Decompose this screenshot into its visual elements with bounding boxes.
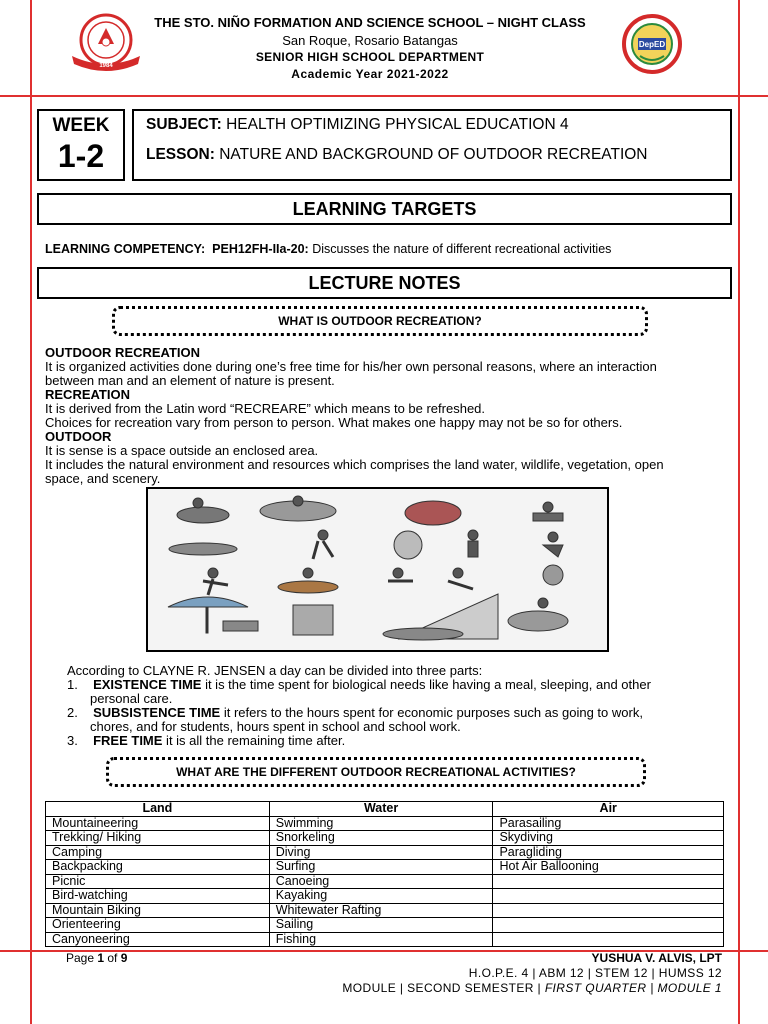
learning-targets-title: LEARNING TARGETS xyxy=(37,193,732,225)
subject-line xyxy=(146,116,569,134)
table-row xyxy=(46,831,724,846)
competency-text: Discusses the nature of different recreational activities xyxy=(312,242,612,256)
deped-seal-icon xyxy=(616,14,688,74)
table-cell: Trekking/ Hiking xyxy=(46,831,270,846)
week-number: 1-2 xyxy=(57,138,105,174)
school-address: San Roque, Rosario Batangas xyxy=(282,33,458,48)
note-line: It includes the natural environment and resources which comprises the land water, wildlife, vegetation, open xyxy=(45,457,664,472)
table-cell: Paragliding xyxy=(493,845,724,860)
table-cell xyxy=(493,918,724,933)
table-cell: Mountain Biking xyxy=(46,903,270,918)
lesson-line xyxy=(146,146,648,164)
table-cell: Bird-watching xyxy=(46,889,270,904)
module-line-b: FIRST QUARTER | MODULE 1 xyxy=(544,981,722,995)
table-cell xyxy=(493,889,724,904)
lecture-notes-title: LECTURE NOTES xyxy=(37,267,732,299)
table-cell: Mountaineering xyxy=(46,816,270,831)
lesson-value: NATURE AND BACKGROUND OF OUTDOOR RECREATION xyxy=(219,146,648,163)
week-label: WEEK xyxy=(52,115,110,136)
column-header-air: Air xyxy=(493,802,724,817)
note-line: It is derived from the Latin word “RECREARE” which means to be refreshed. xyxy=(45,401,486,416)
item-continuation: chores, and for students, hours spent in school and school work. xyxy=(90,719,461,734)
table-row xyxy=(46,874,724,889)
table-cell: Whitewater Rafting xyxy=(269,903,493,918)
table-cell xyxy=(493,932,724,947)
time-item-free xyxy=(67,734,345,748)
table-cell: Hot Air Ballooning xyxy=(493,860,724,875)
table-cell xyxy=(493,874,724,889)
subject-lesson-box xyxy=(132,109,732,181)
note-line: space, and scenery. xyxy=(45,471,161,486)
subject-label: SUBJECT: xyxy=(146,116,222,133)
lesson-label: LESSON: xyxy=(146,146,215,163)
table-cell: Sailing xyxy=(269,918,493,933)
time-intro: According to CLAYNE R. JENSEN a day can be divided into three parts: xyxy=(67,663,483,678)
page-border-top xyxy=(0,95,768,97)
deped-text: DepED xyxy=(638,40,666,49)
table-cell: Kayaking xyxy=(269,889,493,904)
module-line-a: MODULE | SECOND SEMESTER | xyxy=(342,981,545,995)
time-item-subsistence xyxy=(67,706,643,720)
table-cell: Canoeing xyxy=(269,874,493,889)
competency-label: LEARNING COMPETENCY: xyxy=(45,242,206,256)
logo-year-text: 1984 xyxy=(99,63,113,69)
item-number: 2. xyxy=(67,705,78,720)
page-of: of xyxy=(104,951,121,965)
week-box xyxy=(37,109,125,181)
subject-value: HEALTH OPTIMIZING PHYSICAL EDUCATION 4 xyxy=(226,116,569,133)
course-line: H.O.P.E. 4 | ABM 12 | STEM 12 | HUMSS 12 xyxy=(468,966,722,980)
page-border-right xyxy=(738,0,740,1024)
competency-code: PEH12FH-IIa-20: xyxy=(212,242,309,256)
time-item-existence xyxy=(67,678,651,692)
item-term: FREE TIME xyxy=(93,733,163,748)
column-header-land: Land xyxy=(46,802,270,817)
table-cell: Picnic xyxy=(46,874,270,889)
item-text: it is all the remaining time after. xyxy=(162,733,346,748)
table-row xyxy=(46,889,724,904)
heading-outdoor: OUTDOOR xyxy=(45,429,112,444)
table-cell: Swimming xyxy=(269,816,493,831)
table-cell: Parasailing xyxy=(493,816,724,831)
department: SENIOR HIGH SCHOOL DEPARTMENT xyxy=(255,50,485,64)
item-text: it is the time spent for biological needs like having a meal, sleeping, and other xyxy=(201,677,651,692)
author-name: YUSHUA V. ALVIS, LPT xyxy=(591,951,722,965)
table-row xyxy=(46,932,724,947)
column-header-water: Water xyxy=(269,802,493,817)
module-line xyxy=(342,981,722,995)
table-cell: Backpacking xyxy=(46,860,270,875)
table-cell: Snorkeling xyxy=(269,831,493,846)
question-outdoor-recreation: WHAT IS OUTDOOR RECREATION? xyxy=(112,306,648,336)
table-cell: Skydiving xyxy=(493,831,724,846)
table-cell: Surfing xyxy=(269,860,493,875)
heading-outdoor-recreation: OUTDOOR RECREATION xyxy=(45,345,201,360)
table-cell: Fishing xyxy=(269,932,493,947)
note-line: It is sense is a space outside an enclosed area. xyxy=(45,443,319,458)
item-continuation: personal care. xyxy=(90,691,173,706)
table-cell: Canyoneering xyxy=(46,932,270,947)
item-term: EXISTENCE TIME xyxy=(93,677,202,692)
page-prefix: Page xyxy=(66,951,98,965)
item-term: SUBSISTENCE TIME xyxy=(93,705,221,720)
note-line: between man and an element of nature is present. xyxy=(45,373,335,388)
table-row xyxy=(46,918,724,933)
note-line: Choices for recreation vary from person to person. What makes one happy may not be so for others. xyxy=(45,415,623,430)
table-row xyxy=(46,816,724,831)
table-cell: Diving xyxy=(269,845,493,860)
item-number: 3. xyxy=(67,733,78,748)
activities-table xyxy=(45,801,724,947)
page-number xyxy=(66,951,127,965)
page-border-left xyxy=(30,0,32,1024)
page-total: 9 xyxy=(120,951,128,965)
outdoor-activities-image xyxy=(146,487,609,652)
learning-competency xyxy=(45,242,611,256)
table-header-row xyxy=(46,802,724,817)
school-name: THE STO. NIÑO FORMATION AND SCIENCE SCHOOL – NIGHT CLASS xyxy=(154,15,586,30)
table-row xyxy=(46,860,724,875)
table-cell xyxy=(493,903,724,918)
table-row xyxy=(46,903,724,918)
activities-collage-icon xyxy=(148,489,607,650)
heading-recreation: RECREATION xyxy=(45,387,130,402)
item-number: 1. xyxy=(67,677,78,692)
item-text: it refers to the hours spent for economic purposes such as going to work, xyxy=(220,705,643,720)
question-activities: WHAT ARE THE DIFFERENT OUTDOOR RECREATIONAL ACTIVITIES? xyxy=(106,757,646,787)
table-cell: Camping xyxy=(46,845,270,860)
note-line: It is organized activities done during one’s free time for his/her own personal reasons, where an interaction xyxy=(45,359,657,374)
academic-year: Academic Year 2021-2022 xyxy=(291,67,449,81)
page-current: 1 xyxy=(97,951,105,965)
table-row xyxy=(46,845,724,860)
table-cell: Orienteering xyxy=(46,918,270,933)
